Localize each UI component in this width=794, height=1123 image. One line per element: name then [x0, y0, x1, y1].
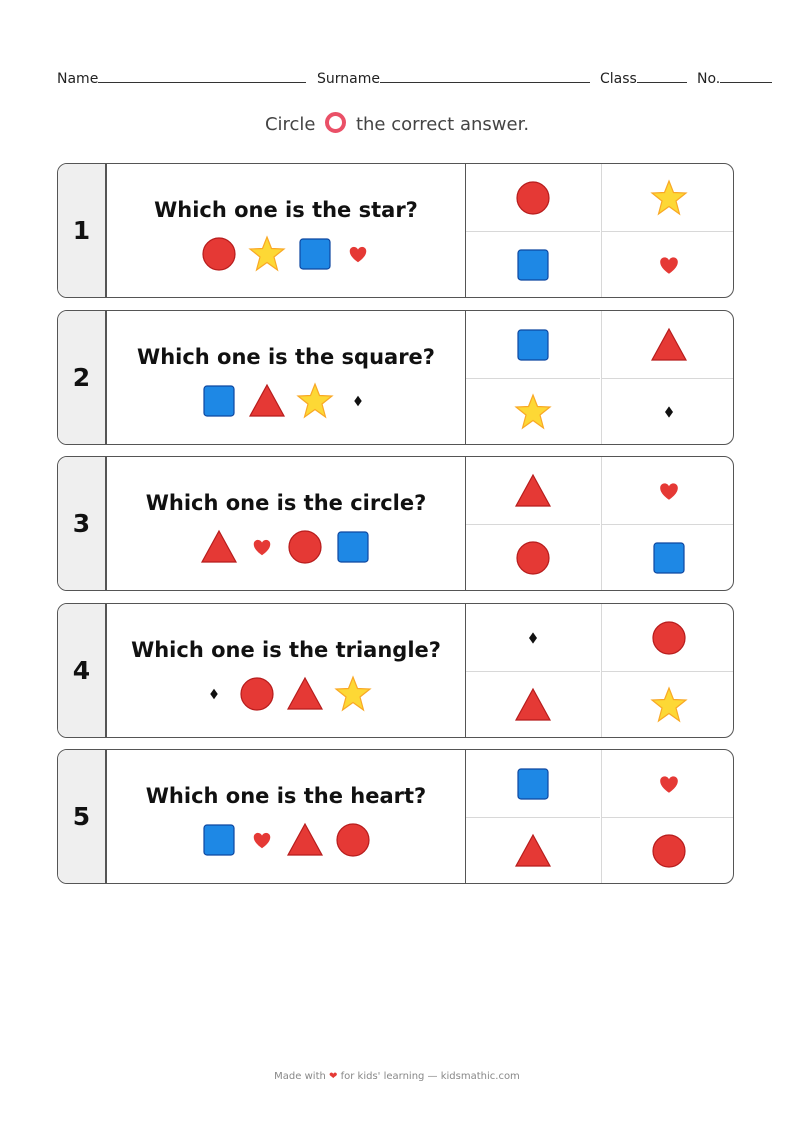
class-field[interactable] [600, 68, 687, 87]
square-icon [333, 527, 373, 567]
question-number: 1 [58, 164, 107, 297]
question-card [57, 603, 734, 738]
question-card [57, 749, 734, 884]
question-text: Which one is the circle? [145, 491, 427, 515]
answer-option[interactable] [601, 750, 734, 817]
prompt-shapes [107, 383, 465, 419]
answer-option[interactable] [601, 524, 734, 591]
instruction-before: Circle [264, 114, 316, 135]
answer-grid [466, 311, 734, 444]
question-number: 4 [58, 604, 107, 737]
answer-option[interactable] [466, 457, 600, 524]
answer-option[interactable] [466, 164, 600, 231]
square-icon [513, 764, 553, 804]
star-icon [649, 178, 689, 218]
question-card [57, 310, 734, 445]
answer-option[interactable] [466, 378, 600, 445]
diamond-icon [343, 386, 373, 416]
question-panel [107, 457, 466, 590]
heart-icon [343, 239, 373, 269]
question-text: Which one is the star? [154, 198, 418, 222]
heart-icon [653, 475, 685, 507]
circle-icon [285, 527, 325, 567]
answer-option[interactable] [601, 231, 734, 298]
answer-option[interactable] [466, 817, 600, 884]
prompt-shapes [107, 676, 465, 712]
triangle-icon [513, 471, 553, 511]
answer-option[interactable] [466, 671, 600, 738]
answer-option[interactable] [601, 164, 734, 231]
question-panel [107, 750, 466, 883]
heart-icon: ❤ [329, 1071, 338, 1082]
diamond-icon [199, 679, 229, 709]
surname-label: Surname [317, 71, 380, 87]
footer-before: Made with [274, 1071, 326, 1082]
triangle-icon [513, 685, 553, 725]
answer-option[interactable] [601, 671, 734, 738]
circle-icon [513, 178, 553, 218]
footer-after: for kids' learning — kidsmathic.com [340, 1071, 520, 1082]
heart-icon [247, 532, 277, 562]
triangle-icon [285, 820, 325, 860]
question-number: 3 [58, 457, 107, 590]
square-icon [199, 381, 239, 421]
circle-icon [237, 674, 277, 714]
prompt-shapes [107, 822, 465, 858]
star-icon [513, 392, 553, 432]
name-label: Name [57, 71, 99, 87]
footer [0, 1071, 794, 1082]
instruction-after: the correct answer. [355, 114, 530, 135]
answer-option[interactable] [601, 311, 734, 378]
circle-icon [649, 831, 689, 871]
answer-option[interactable] [466, 604, 600, 671]
triangle-icon [649, 325, 689, 365]
answer-option[interactable] [466, 524, 600, 591]
prompt-shapes [107, 236, 465, 272]
question-panel [107, 311, 466, 444]
triangle-icon [513, 831, 553, 871]
square-icon [513, 325, 553, 365]
answer-option[interactable] [601, 457, 734, 524]
triangle-icon [247, 381, 287, 421]
star-icon [247, 234, 287, 274]
number-label: No. [697, 71, 721, 87]
answer-option[interactable] [466, 311, 600, 378]
question-number: 5 [58, 750, 107, 883]
answer-option[interactable] [601, 378, 734, 445]
answer-grid [466, 457, 734, 590]
question-number: 2 [58, 311, 107, 444]
circle-icon [199, 234, 239, 274]
square-icon [513, 245, 553, 285]
question-text: Which one is the square? [137, 345, 435, 369]
question-panel [107, 164, 466, 297]
prompt-shapes [107, 529, 465, 565]
question-text: Which one is the heart? [145, 784, 427, 808]
square-icon [199, 820, 239, 860]
answer-option[interactable] [466, 750, 600, 817]
triangle-icon [199, 527, 239, 567]
answer-grid [466, 750, 734, 883]
answer-option[interactable] [466, 231, 600, 298]
heart-icon [247, 825, 277, 855]
name-field[interactable] [57, 68, 306, 87]
instruction [0, 112, 794, 135]
heart-icon [653, 249, 685, 281]
square-icon [295, 234, 335, 274]
circle-icon [513, 538, 553, 578]
diamond-icon [653, 396, 685, 428]
question-panel [107, 604, 466, 737]
circle-icon [649, 618, 689, 658]
surname-field[interactable] [317, 68, 590, 87]
star-icon [649, 685, 689, 725]
question-card [57, 163, 734, 298]
circle-ring-icon [325, 112, 346, 133]
triangle-icon [285, 674, 325, 714]
student-info-line [57, 68, 773, 88]
answer-option[interactable] [601, 817, 734, 884]
heart-icon [653, 768, 685, 800]
diamond-icon [517, 622, 549, 654]
star-icon [333, 674, 373, 714]
answer-grid [466, 164, 734, 297]
star-icon [295, 381, 335, 421]
answer-option[interactable] [601, 604, 734, 671]
answer-grid [466, 604, 734, 737]
question-card [57, 456, 734, 591]
circle-icon [333, 820, 373, 860]
square-icon [649, 538, 689, 578]
question-text: Which one is the triangle? [131, 638, 441, 662]
number-field[interactable] [697, 68, 772, 87]
class-label: Class [600, 71, 637, 87]
